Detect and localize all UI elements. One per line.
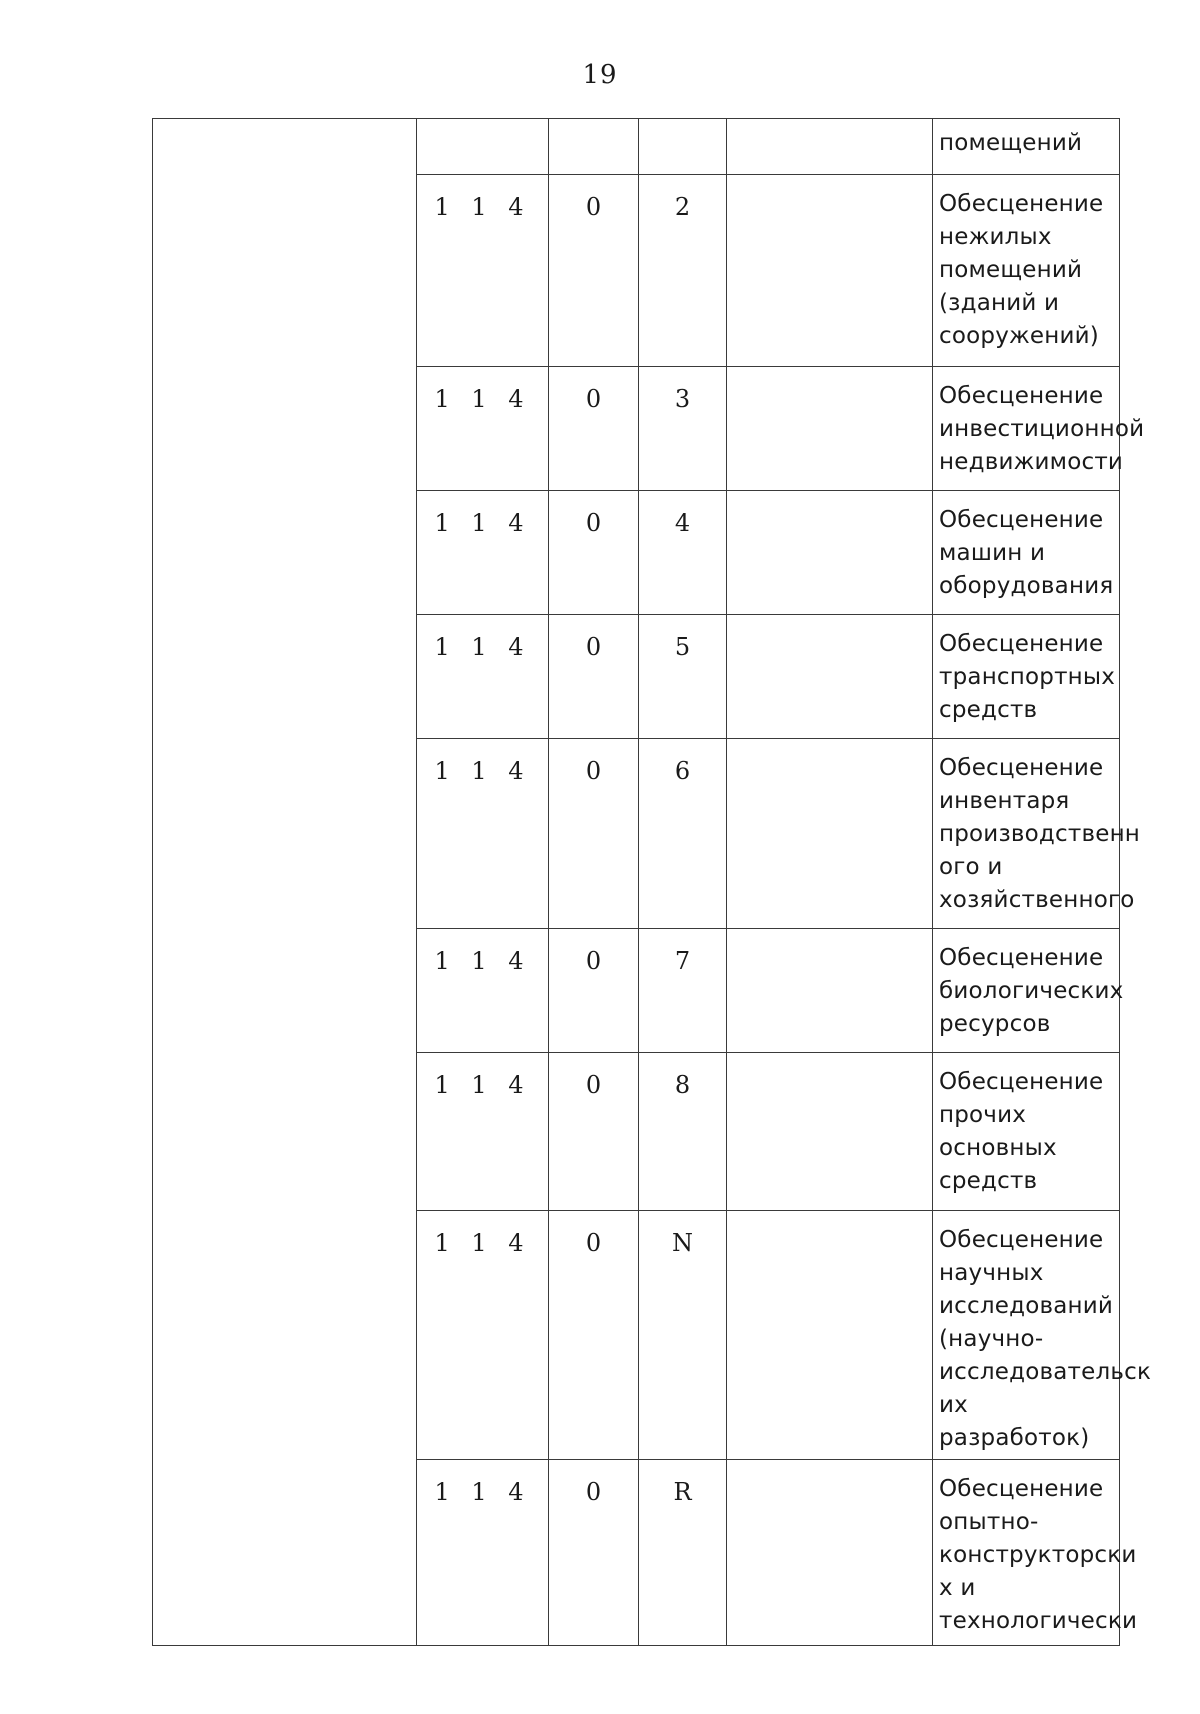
description-cell: Обесценение научных исследований (научно- исследовательск их разработок) [933,1211,1120,1460]
digit-cell: 0 [549,615,639,739]
digit-cell: 0 [549,175,639,367]
accounts-table [152,118,1152,1646]
page-number: 19 [582,60,618,90]
description-cell: Обесценение прочих основных средств [933,1053,1120,1211]
code-cell: 1 1 4 [417,1053,549,1211]
digit-cell: 0 [549,739,639,929]
digit-cell: 0 [549,1460,639,1646]
digit-cell: 0 [549,1211,639,1460]
empty-cell [727,1460,933,1646]
empty-cell [727,739,933,929]
table-row [153,119,1120,175]
code-cell: 1 1 4 [417,491,549,615]
digit-cell: 5 [639,615,727,739]
digit-cell: R [639,1460,727,1646]
description-cell: Обесценение инвестиционной недвижимости [933,367,1120,491]
digit-cell: 6 [639,739,727,929]
description-cell: Обесценение транспортных средств [933,615,1120,739]
code-cell: 1 1 4 [417,929,549,1053]
empty-cell [727,119,933,175]
digit-cell: 7 [639,929,727,1053]
empty-cell [727,491,933,615]
digit-cell [639,119,727,175]
digit-cell: 0 [549,491,639,615]
empty-cell [727,1211,933,1460]
empty-cell [727,929,933,1053]
digit-cell: N [639,1211,727,1460]
digit-cell: 3 [639,367,727,491]
digit-cell: 4 [639,491,727,615]
description-cell: Обесценение инвентаря производственн ого и хозяйственного [933,739,1120,929]
digit-cell: 0 [549,929,639,1053]
code-cell: 1 1 4 [417,739,549,929]
code-cell: 1 1 4 [417,367,549,491]
empty-cell [727,1053,933,1211]
digit-cell: 8 [639,1053,727,1211]
empty-cell [727,175,933,367]
description-cell: Обесценение машин и оборудования [933,491,1120,615]
code-cell: 1 1 4 [417,615,549,739]
digit-cell: 2 [639,175,727,367]
code-cell: 1 1 4 [417,1460,549,1646]
code-cell: 1 1 4 [417,175,549,367]
digit-cell: 0 [549,1053,639,1211]
code-cell [417,119,549,175]
description-cell: Обесценение биологических ресурсов [933,929,1120,1053]
description-cell: помещений [933,119,1120,175]
empty-cell [727,615,933,739]
digit-cell [549,119,639,175]
code-cell: 1 1 4 [417,1211,549,1460]
empty-cell [727,367,933,491]
blank-merged-cell [153,119,417,1646]
description-cell: Обесценение опытно- конструкторски х и технологически [933,1460,1120,1646]
digit-cell: 0 [549,367,639,491]
description-cell: Обесценение нежилых помещений (зданий и сооружений) [933,175,1120,367]
